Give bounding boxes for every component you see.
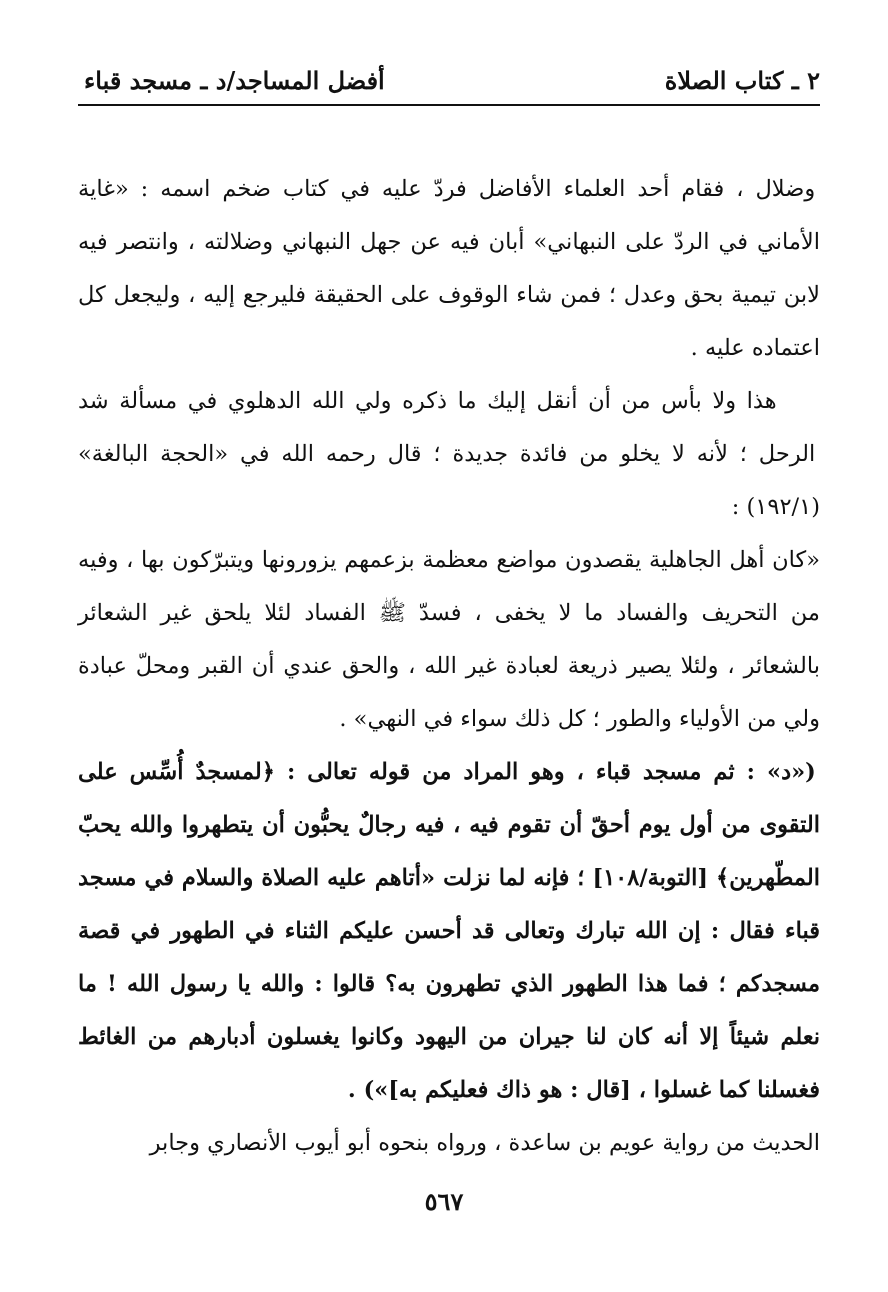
paragraph-3-quote — [78, 534, 820, 746]
text-line: وضلال ، فقام أحد العلماء الأفاضل فردّ عليه في كتاب ضخم اسمه : «غاية — [78, 176, 816, 202]
text-line: ومحلّ عبادة ولي من الأولياء والطور ؛ كل ذلك سواء في النهي» . — [78, 653, 820, 732]
text-line: في مسجد قباء فقال : إن الله تبارك وتعالى قد أحسن عليكم الثناء في — [78, 865, 821, 944]
text-line: بها ، وفيه من التحريف والفساد ما لا يخفى ، فسدّ ﷺ الفساد لئلا يلحق غير — [78, 547, 820, 626]
text-line: (١٩٢/١) : — [731, 494, 820, 520]
text-line: هذا ولا بأس من أن أنقل إليك ما ذكره ولي الله الدهلوي في مسألة شد — [78, 388, 777, 414]
text-line: فيه لابن تيمية بحق وعدل ؛ فمن شاء الوقوف على الحقيقة فليرجع إليه ، — [78, 229, 820, 308]
page-header — [78, 56, 820, 104]
paragraph-1 — [78, 163, 820, 375]
text-line: الطهور في قصة مسجدكم ؛ فما هذا الطهور الذي تطهرون به؟ قالوا : والله — [78, 918, 820, 997]
text-line: التقوى من أول يوم أحقّ أن تقوم فيه ، فيه رجالٌ يحبُّون أن يتطهروا والله — [120, 812, 820, 838]
text-line: «كان أهل الجاهلية يقصدون مواضع معظمة بزعمهم يزورونها ويتبرّكون — [164, 547, 821, 573]
body-text — [78, 163, 820, 1170]
paragraph-2 — [78, 375, 820, 534]
text-line: أدبارهم من الغائط فغسلنا كما غسلوا ، [قال : هو ذاك فعليكم به]») . — [78, 1024, 820, 1103]
text-line: الأماني في الردّ على النبهاني» أبان فيه عن جهل النبهاني وضلالته ، وانتصر — [107, 229, 820, 255]
paragraph-4-matn — [78, 746, 820, 1117]
header-divider — [78, 104, 820, 106]
text-line: وليجعل كل اعتماده عليه . — [78, 282, 820, 361]
text-line: الشعائر بالشعائر ، ولئلا يصير ذريعة لعبادة غير الله ، والحق عندي أن القبر — [78, 600, 820, 679]
paragraph-5 — [78, 1117, 820, 1170]
text-line: الحديث من رواية عويم بن ساعدة ، ورواه بنحوه أبو أيوب الأنصاري وجابر — [149, 1130, 820, 1156]
text-line: الرحل ؛ لأنه لا يخلو من فائدة جديدة ؛ قال رحمه الله في «الحجة البالغة» — [78, 441, 816, 467]
text-line: («د» : ثم مسجد قباء ، وهو المراد من قوله تعالى : ﴿لمسجدٌ أُسِّس على — [78, 759, 816, 785]
page-number: ٥٦٧ — [424, 1187, 464, 1216]
running-head-chapter: ٢ ـ كتاب الصلاة — [664, 66, 820, 95]
text-line: يا رسول الله ! ما نعلم شيئاً إلا أنه كان لنا جيران من اليهود وكانوا يغسلون — [78, 971, 820, 1050]
text-line: يحبّ المطّهرين﴾ [التوبة/١٠٨] ؛ فإنه لما نزلت «أتاهم عليه الصلاة والسلام — [78, 812, 820, 891]
running-head-section: أفضل المساجد/د ـ مسجد قباء — [84, 66, 385, 95]
